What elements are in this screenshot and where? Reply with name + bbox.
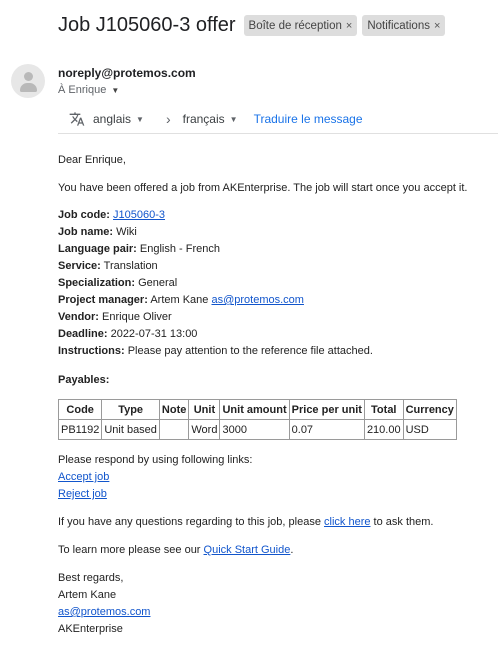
email-subject bbox=[58, 14, 450, 37]
cell-note bbox=[159, 420, 188, 440]
payables-table bbox=[58, 399, 457, 440]
greeting: Dear Enrique, bbox=[58, 154, 126, 166]
column-header-currency: Currency bbox=[403, 400, 456, 420]
signature-name: Artem Kane bbox=[58, 589, 117, 601]
payables-heading bbox=[58, 372, 488, 389]
target-language-label: français bbox=[182, 112, 225, 126]
service-row bbox=[58, 258, 488, 275]
reject-job-link[interactable]: Reject job bbox=[58, 488, 107, 500]
translate-icon bbox=[68, 111, 86, 127]
recipient-dropdown-icon: ▼ bbox=[111, 85, 120, 95]
project-manager-label: Project manager: bbox=[58, 294, 148, 306]
service-label: Service: bbox=[58, 260, 101, 272]
cell-type: Unit based bbox=[102, 420, 160, 440]
questions-text bbox=[58, 514, 488, 531]
source-language-select[interactable] bbox=[93, 112, 144, 126]
job-name-label: Job name: bbox=[58, 226, 114, 238]
job-code-link[interactable]: J105060-3 bbox=[113, 209, 166, 221]
specialization-value: General bbox=[138, 277, 178, 289]
recipient-details-toggle[interactable] bbox=[58, 84, 119, 96]
instructions-value: Please pay attention to the reference file attached. bbox=[127, 345, 373, 357]
label-chip-notifications-text: Notifications bbox=[367, 19, 430, 32]
accept-job-link[interactable]: Accept job bbox=[58, 471, 110, 483]
service-value: Translation bbox=[103, 260, 158, 272]
recipient-line: À Enrique bbox=[58, 84, 107, 96]
cell-code: PB1192 bbox=[59, 420, 102, 440]
cell-unit-amount: 3000 bbox=[220, 420, 289, 440]
remove-label-icon[interactable]: × bbox=[433, 19, 441, 32]
payables-header-row bbox=[59, 400, 457, 420]
cell-unit: Word bbox=[189, 420, 220, 440]
label-chip-inbox-text: Boîte de réception bbox=[248, 19, 342, 32]
translate-message-link[interactable]: Traduire le message bbox=[253, 112, 363, 126]
column-header-unit: Unit bbox=[189, 400, 220, 420]
cell-price-per-unit: 0.07 bbox=[289, 420, 364, 440]
click-here-link[interactable]: click here bbox=[324, 516, 371, 528]
deadline-label: Deadline: bbox=[58, 328, 108, 340]
column-header-note: Note bbox=[159, 400, 188, 420]
cell-total: 210.00 bbox=[364, 420, 403, 440]
learn-more-text bbox=[58, 542, 488, 559]
column-header-unit-amount: Unit amount bbox=[220, 400, 289, 420]
respond-text: Please respond by using following links: bbox=[58, 454, 253, 466]
source-language-label: anglais bbox=[93, 112, 132, 126]
column-header-code: Code bbox=[59, 400, 102, 420]
cell-currency: USD bbox=[403, 420, 456, 440]
translate-bar bbox=[58, 105, 498, 134]
sender-avatar-icon bbox=[11, 64, 45, 98]
label-chip-inbox[interactable] bbox=[244, 15, 358, 36]
project-manager-row bbox=[58, 292, 488, 309]
reject-job-row bbox=[58, 486, 488, 503]
language-pair-value: English - French bbox=[139, 243, 220, 255]
specialization-row bbox=[58, 275, 488, 292]
instructions-label: Instructions: bbox=[58, 345, 125, 357]
label-chip-notifications[interactable] bbox=[362, 15, 445, 36]
accept-job-row bbox=[58, 469, 488, 486]
deadline-row bbox=[58, 326, 488, 343]
deadline-value: 2022-07-31 13:00 bbox=[110, 328, 198, 340]
table-row bbox=[59, 420, 457, 440]
column-header-total: Total bbox=[364, 400, 403, 420]
job-code-row bbox=[58, 207, 488, 224]
specialization-label: Specialization: bbox=[58, 277, 136, 289]
column-header-price-per-unit: Price per unit bbox=[289, 400, 364, 420]
job-name-value: Wiki bbox=[116, 226, 137, 238]
vendor-label: Vendor: bbox=[58, 311, 99, 323]
project-manager-email-link[interactable]: as@protemos.com bbox=[211, 294, 304, 306]
remove-label-icon[interactable]: × bbox=[345, 19, 353, 32]
instructions-row bbox=[58, 343, 488, 360]
payables-label: Payables: bbox=[58, 374, 110, 386]
avatar-body-shape bbox=[20, 83, 37, 92]
questions-text-after: to ask them. bbox=[373, 516, 434, 528]
vendor-row bbox=[58, 309, 488, 326]
language-pair-label: Language pair: bbox=[58, 243, 137, 255]
learn-more-before: To learn more please see our bbox=[58, 544, 201, 556]
job-name-row bbox=[58, 224, 488, 241]
signature-company: AKEnterprise bbox=[58, 623, 123, 635]
vendor-value: Enrique Oliver bbox=[102, 311, 172, 323]
sender-email: noreply@protemos.com bbox=[58, 66, 196, 80]
target-language-select[interactable] bbox=[183, 112, 238, 126]
email-subject-title: Job J105060-3 offer bbox=[58, 14, 236, 36]
message-body bbox=[58, 152, 488, 638]
intro-text: You have been offered a job from AKEnterprise. The job will start once you accept it. bbox=[58, 182, 468, 194]
language-pair-row bbox=[58, 241, 488, 258]
chevron-right-icon: › bbox=[165, 111, 171, 127]
regards-text: Best regards, bbox=[58, 572, 124, 584]
avatar-head-shape bbox=[24, 72, 33, 81]
questions-text-before: If you have any questions regarding to this job, please bbox=[58, 516, 321, 528]
learn-more-after: . bbox=[290, 544, 294, 556]
signature-email-row bbox=[58, 604, 488, 621]
quick-start-guide-link[interactable]: Quick Start Guide bbox=[203, 544, 291, 556]
project-manager-name: Artem Kane bbox=[150, 294, 209, 306]
chevron-down-icon: ▼ bbox=[136, 114, 144, 124]
chevron-down-icon: ▼ bbox=[229, 114, 238, 124]
column-header-type: Type bbox=[102, 400, 160, 420]
job-code-label: Job code: bbox=[58, 209, 110, 221]
signature-email-link[interactable]: as@protemos.com bbox=[58, 606, 151, 618]
